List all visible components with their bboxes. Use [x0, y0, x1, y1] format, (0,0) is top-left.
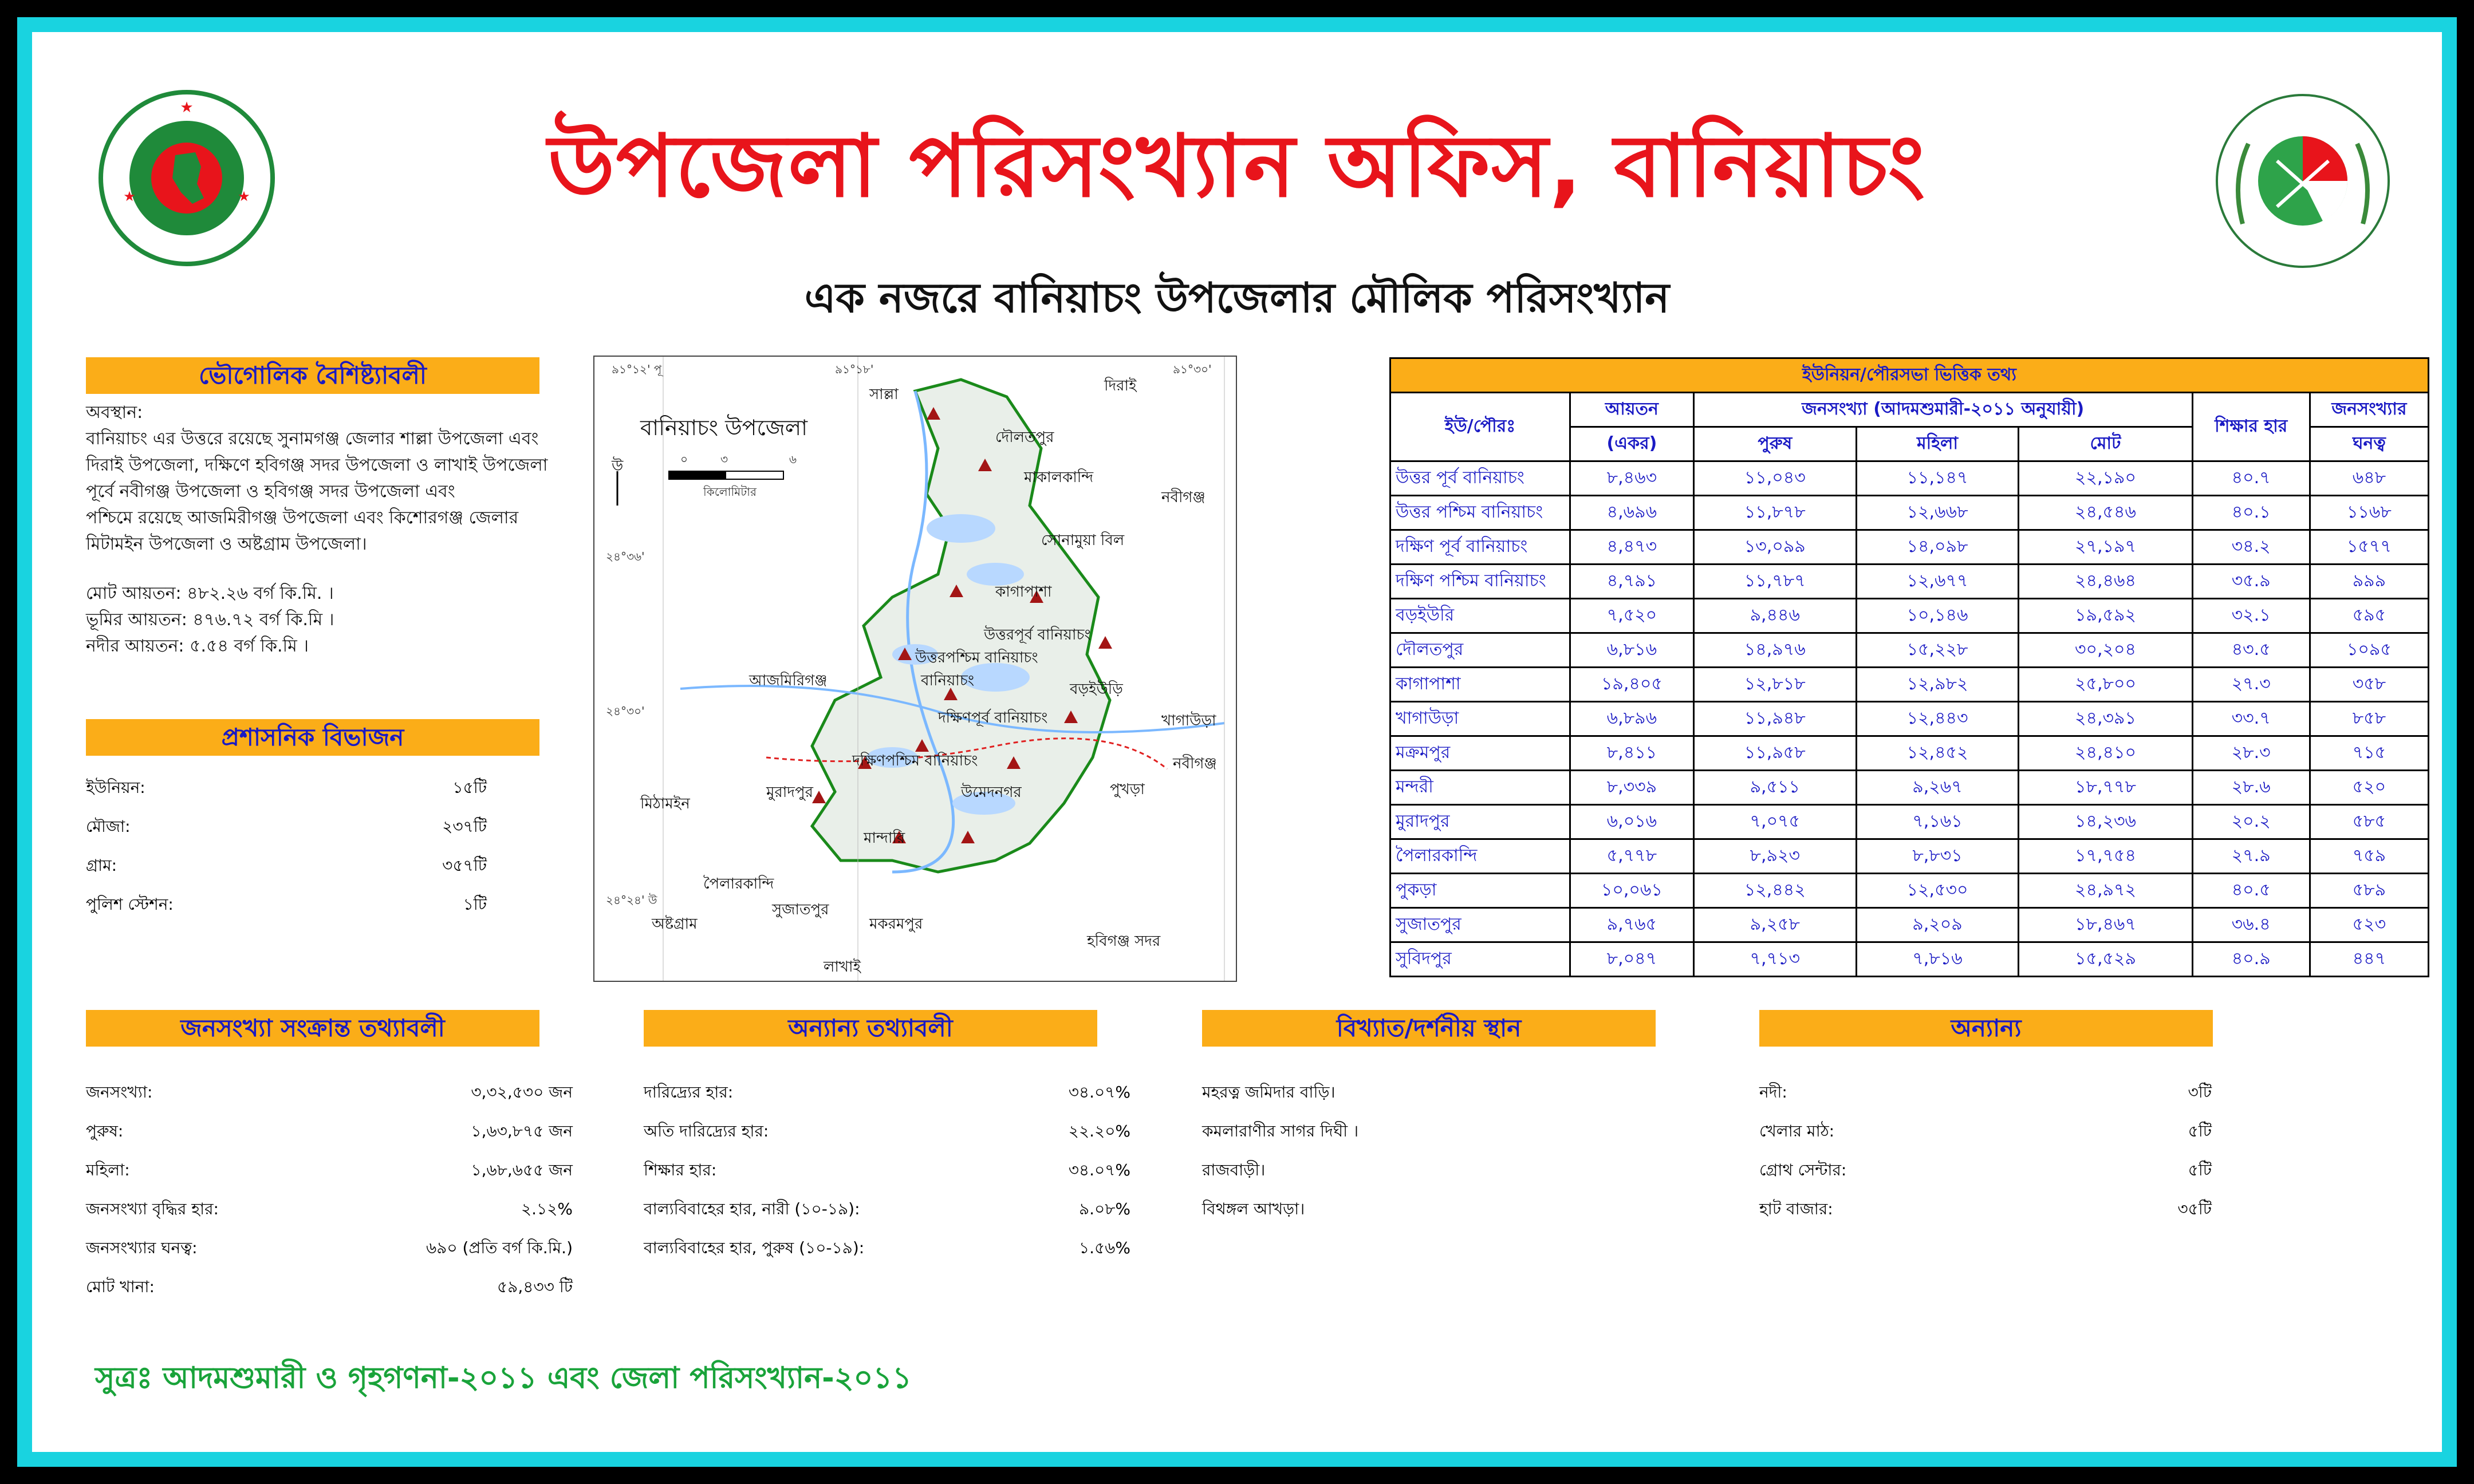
- area-cell: ৪,৬৯৬: [1570, 496, 1693, 530]
- places-header: বিখ্যাত/দর্শনীয় স্থান: [1202, 1010, 1656, 1047]
- population-key: মোট খানা:: [86, 1277, 155, 1296]
- female-cell: ১২,৫৩০: [1856, 874, 2019, 908]
- density-cell: ৪৪৭: [2310, 942, 2428, 977]
- misc-key: হাট বাজার:: [1759, 1199, 1833, 1218]
- male-cell: ৯,২৫৮: [1693, 908, 1856, 942]
- population-value: ১,৬৩,৮৭৫ জন: [471, 1122, 573, 1140]
- female-cell: ৯,২০৯: [1856, 908, 2019, 942]
- other-info-value: ১.৫৬%: [1078, 1238, 1130, 1257]
- geo-location-line: মিটামইন উপজেলা ও অষ্টগ্রাম উপজেলা।: [86, 534, 367, 554]
- admin-header: প্রশাসনিক বিভাজন: [86, 719, 539, 756]
- place-item: কমলারাণীর সাগর দিঘী ।: [1202, 1122, 1359, 1140]
- density-cell: ৫৮৯: [2310, 874, 2428, 908]
- density-cell: ৬৪৮: [2310, 461, 2428, 496]
- area-cell: ৬,৮৯৬: [1570, 702, 1693, 736]
- female-cell: ১১,১৪৭: [1856, 461, 2019, 496]
- geo-area-total: মোট আয়তন: ৪৮২.২৬ বর্গ কি.মি. ।: [86, 583, 334, 603]
- union-name-cell: দৌলতপুর: [1390, 633, 1570, 668]
- misc-key: গ্রোথ সেন্টার:: [1759, 1161, 1847, 1179]
- col-area-header: আয়তন: [1570, 393, 1693, 427]
- geo-header: ভৌগোলিক বৈশিষ্ট্যাবলী: [86, 357, 539, 394]
- female-cell: ১২,৪৪৩: [1856, 702, 2019, 736]
- total-cell: ২৫,৮০০: [2019, 668, 2192, 702]
- other-info-key: অতি দারিদ্র্যের হার:: [644, 1122, 769, 1140]
- female-cell: ১২,৪৫২: [1856, 736, 2019, 771]
- misc-value: ৩৫টি: [2177, 1199, 2212, 1218]
- map-lon-tick: ৯১°১২' পূ: [612, 362, 662, 376]
- place-item: রাজবাড়ী।: [1202, 1161, 1266, 1179]
- page-title: উপজেলা পরিসংখ্যান অফিস, বানিয়াচং: [547, 117, 1927, 216]
- population-value: ১,৬৮,৬৫৫ জন: [471, 1161, 573, 1179]
- literacy-cell: ২৮.৩: [2192, 736, 2310, 771]
- area-cell: ৫,৭৭৮: [1570, 839, 1693, 874]
- geo-location-line: বানিয়াচং এর উত্তরে রয়েছে সুনামগঞ্জ জেলার শাল্লা উপজেলা এবং: [86, 429, 539, 449]
- density-cell: ৯৯৯: [2310, 565, 2428, 599]
- literacy-cell: ৩২.১: [2192, 599, 2310, 633]
- density-cell: ৭১৫: [2310, 736, 2428, 771]
- union-name-cell: কাগাপাশা: [1390, 668, 1570, 702]
- map-place: মাকালকান্দি: [1024, 469, 1094, 486]
- area-cell: ৭,৫২০: [1570, 599, 1693, 633]
- map-place: লাখাই: [824, 958, 861, 976]
- population-value: ৬৯০ (প্রতি বর্গ কি.মি.): [426, 1238, 573, 1257]
- col-female-header: মহিলা: [1856, 427, 2019, 461]
- total-cell: ২৭,১৯৭: [2019, 530, 2192, 565]
- population-row: [86, 1080, 573, 1119]
- svg-text:★: ★: [180, 99, 194, 116]
- female-cell: ১৪,০৯৮: [1856, 530, 2019, 565]
- density-cell: ৫২৩: [2310, 908, 2428, 942]
- col-name-header: ইউ/পৌরঃ: [1390, 393, 1570, 461]
- density-cell: ৩৫৮: [2310, 668, 2428, 702]
- literacy-cell: ২৮.৬: [2192, 771, 2310, 805]
- other-info-value: ৩৪.০৭%: [1068, 1161, 1130, 1179]
- area-cell: ৮,০৪৭: [1570, 942, 1693, 977]
- union-name-cell: দক্ষিণ পূর্ব বানিয়াচং: [1390, 530, 1570, 565]
- population-row: [86, 1236, 573, 1274]
- source-note: সুত্রঃ আদমশুমারী ও গৃহগণনা-২০১১ এবং জেলা পরিসংখ্যান-২০১১: [95, 1361, 912, 1395]
- map-place: নবীগঞ্জ: [1173, 755, 1217, 772]
- map-place: মুরাদপুর: [766, 784, 813, 801]
- union-name-cell: মুরাদপুর: [1390, 805, 1570, 839]
- map-place: বড়ইউড়ি: [1070, 681, 1123, 698]
- male-cell: ৯,৪৪৬: [1693, 599, 1856, 633]
- map-place: পুখড়া: [1110, 781, 1145, 798]
- literacy-cell: ৩৬.৪: [2192, 908, 2310, 942]
- misc-key: নদী:: [1759, 1083, 1787, 1102]
- map-place: মান্দারি: [864, 830, 905, 847]
- table-row: [1390, 874, 2429, 908]
- union-name-cell: সুবিদপুর: [1390, 942, 1570, 977]
- total-cell: ১৫,৫২৯: [2019, 942, 2192, 977]
- board-frame: [17, 17, 2457, 1467]
- literacy-cell: ২৭.৩: [2192, 668, 2310, 702]
- population-key: মহিলা:: [86, 1161, 130, 1179]
- total-cell: ১৭,৭৫৪: [2019, 839, 2192, 874]
- map-place: বানিয়াচং: [921, 672, 975, 689]
- table-row: [1390, 461, 2429, 496]
- admin-row: [86, 892, 487, 931]
- male-cell: ৮,৯২৩: [1693, 839, 1856, 874]
- col-area-unit: (একর): [1570, 427, 1693, 461]
- other-info-row: [644, 1119, 1130, 1158]
- union-table: [1389, 357, 2429, 977]
- place-item: মহরত্ন জমিদার বাড়ি।: [1202, 1083, 1336, 1102]
- density-cell: ৫৯৫: [2310, 599, 2428, 633]
- map-scale-unit: কিলোমিটার: [703, 485, 757, 499]
- col-male-header: পুরুষ: [1693, 427, 1856, 461]
- literacy-cell: ৩৪.২: [2192, 530, 2310, 565]
- female-cell: ৯,২৬৭: [1856, 771, 2019, 805]
- col-density-header: জনসংখ্যার: [2310, 393, 2428, 427]
- other-info-value: ৯.০৮%: [1078, 1199, 1130, 1218]
- total-cell: ৩০,২০৪: [2019, 633, 2192, 668]
- table-row: [1390, 668, 2429, 702]
- other-info-value: ৩৪.০৭%: [1068, 1083, 1130, 1102]
- map-place: মিঠামইন: [640, 795, 690, 812]
- col-pop-header: জনসংখ্যা (আদমশুমারী-২০১১ অনুযায়ী): [1693, 393, 2192, 427]
- area-cell: ৮,৪৬৩: [1570, 461, 1693, 496]
- area-cell: ৪,৭৯১: [1570, 565, 1693, 599]
- svg-text:★: ★: [123, 188, 136, 204]
- table-row: [1390, 839, 2429, 874]
- admin-key: মৌজা:: [86, 817, 131, 836]
- admin-value: ২৩৭টি: [442, 817, 487, 836]
- male-cell: ১৩,০৯৯: [1693, 530, 1856, 565]
- misc-row: [1759, 1119, 2212, 1158]
- female-cell: ৭,১৬১: [1856, 805, 2019, 839]
- male-cell: ১১,৯৪৮: [1693, 702, 1856, 736]
- total-cell: ১৮,৪৬৭: [2019, 908, 2192, 942]
- map-place: দক্ষিণপশ্চিম বানিয়াচং: [852, 752, 978, 769]
- female-cell: ১৫,২২৮: [1856, 633, 2019, 668]
- page-subtitle: এক নজরে বানিয়াচং উপজেলার মৌলিক পরিসংখ্যান: [804, 274, 1670, 322]
- misc-header: অন্যান্য: [1759, 1010, 2213, 1047]
- total-cell: ১৮,৭৭৮: [2019, 771, 2192, 805]
- total-cell: ১৪,২৩৬: [2019, 805, 2192, 839]
- population-row: [86, 1197, 573, 1236]
- area-cell: ৪,৪৭৩: [1570, 530, 1693, 565]
- union-name-cell: খাগাউড়া: [1390, 702, 1570, 736]
- union-name-cell: উত্তর পশ্চিম বানিয়াচং: [1390, 496, 1570, 530]
- female-cell: ১২,৬৭৭: [1856, 565, 2019, 599]
- union-name-cell: সুজাতপুর: [1390, 908, 1570, 942]
- col-total-header: মোট: [2019, 427, 2192, 461]
- union-name-cell: উত্তর পূর্ব বানিয়াচং: [1390, 461, 1570, 496]
- admin-value: ১টি: [463, 895, 487, 914]
- literacy-cell: ৪০.১: [2192, 496, 2310, 530]
- admin-key: গ্রাম:: [86, 856, 117, 875]
- female-cell: ৭,৮১৬: [1856, 942, 2019, 977]
- map-place: খাগাউড়া: [1161, 712, 1216, 729]
- density-cell: ১০৯৫: [2310, 633, 2428, 668]
- population-header: জনসংখ্যা সংক্রান্ত তথ্যাবলী: [86, 1010, 539, 1047]
- map-scale-tick: ০: [680, 452, 688, 466]
- geo-location: [86, 400, 601, 660]
- population-key: পুরুষ:: [86, 1122, 124, 1140]
- union-name-cell: মক্রমপুর: [1390, 736, 1570, 771]
- geo-location-line: দিরাই উপজেলা, দক্ষিণে হবিগঞ্জ সদর উপজেলা ও লাখাই উপজেলা: [86, 455, 548, 475]
- table-row: [1390, 530, 2429, 565]
- admin-row: [86, 775, 487, 814]
- misc-row: [1759, 1197, 2212, 1236]
- female-cell: ১০,১৪৬: [1856, 599, 2019, 633]
- area-cell: ৬,৮১৬: [1570, 633, 1693, 668]
- map-place: হবিগঞ্জ সদর: [1087, 933, 1161, 950]
- male-cell: ১১,৭৮৭: [1693, 565, 1856, 599]
- area-cell: ৬,০১৬: [1570, 805, 1693, 839]
- other-info-key: দারিদ্র্যের হার:: [644, 1083, 734, 1102]
- map-place: দিরাই: [1104, 377, 1137, 394]
- female-cell: ৮,৮৩১: [1856, 839, 2019, 874]
- total-cell: ২৪,৩৯১: [2019, 702, 2192, 736]
- other-info-row: [644, 1080, 1130, 1119]
- geo-area-river: নদীর আয়তন: ৫.৫৪ বর্গ কি.মি ।: [86, 636, 309, 656]
- geo-location-line: পশ্চিমে রয়েছে আজমিরীগঞ্জ উপজেলা এবং কিশোরগঞ্জ জেলার: [86, 508, 519, 528]
- map-place: দক্ষিণপূর্ব বানিয়াচং: [938, 709, 1048, 727]
- misc-value: ৩টি: [2188, 1083, 2212, 1102]
- map-place: উত্তরপূর্ব বানিয়াচং: [984, 626, 1091, 644]
- literacy-cell: ৪৩.৫: [2192, 633, 2310, 668]
- map-lon-tick: ৯১°১৮': [835, 362, 874, 376]
- misc-value: ৫টি: [2188, 1122, 2212, 1140]
- literacy-cell: ৪০.৯: [2192, 942, 2310, 977]
- literacy-cell: ২৭.৯: [2192, 839, 2310, 874]
- female-cell: ১২,৬৬৮: [1856, 496, 2019, 530]
- other-info-list: [644, 1080, 1130, 1274]
- map-place: পৈলারকান্দি: [703, 875, 774, 893]
- map-place: সোনামুয়া বিল: [1041, 532, 1125, 549]
- literacy-cell: ৩৩.৭: [2192, 702, 2310, 736]
- male-cell: ১২,৪৪২: [1693, 874, 1856, 908]
- total-cell: ২৪,৫৪৬: [2019, 496, 2192, 530]
- table-row: [1390, 565, 2429, 599]
- population-key: জনসংখ্যা বৃদ্ধির হার:: [86, 1199, 219, 1218]
- other-info-key: বাল্যবিবাহের হার, পুরুষ (১০-১৯):: [644, 1238, 865, 1257]
- misc-list: [1759, 1080, 2212, 1236]
- total-cell: ১৯,৫৯২: [2019, 599, 2192, 633]
- area-cell: ১৯,৪০৫: [1570, 668, 1693, 702]
- other-info-value: ২২.২০%: [1068, 1122, 1130, 1140]
- total-cell: ২৪,৪৬৪: [2019, 565, 2192, 599]
- map-scale-tick: ৬: [789, 452, 797, 466]
- union-name-cell: পুকড়া: [1390, 874, 1570, 908]
- places-list: [1202, 1080, 1689, 1236]
- other-info-row: [644, 1236, 1130, 1274]
- map-place: মকরমপুর: [869, 915, 923, 933]
- admin-list: [86, 775, 487, 931]
- map-place: কাগাপাশা: [995, 583, 1052, 601]
- density-cell: ৭৫৯: [2310, 839, 2428, 874]
- density-cell: ১১৬৮: [2310, 496, 2428, 530]
- population-key: জনসংখ্যা:: [86, 1083, 153, 1102]
- literacy-cell: ৩৫.৯: [2192, 565, 2310, 599]
- male-cell: ১২,৮১৮: [1693, 668, 1856, 702]
- population-key: জনসংখ্যার ঘনত্ব:: [86, 1238, 198, 1257]
- male-cell: ১১,৮৭৮: [1693, 496, 1856, 530]
- total-cell: ২২,১৯০: [2019, 461, 2192, 496]
- literacy-cell: ২০.২: [2192, 805, 2310, 839]
- total-cell: ২৪,৪১০: [2019, 736, 2192, 771]
- place-item: বিথঙ্গল আখড়া।: [1202, 1199, 1305, 1218]
- col-literacy-header: শিক্ষার হার: [2192, 393, 2310, 461]
- union-name-cell: মন্দরী: [1390, 771, 1570, 805]
- admin-key: ইউনিয়ন:: [86, 778, 145, 797]
- male-cell: ৭,০৭৫: [1693, 805, 1856, 839]
- map-lat-tick: ২৪°২৪' উ: [606, 893, 657, 907]
- misc-value: ৫টি: [2188, 1161, 2212, 1179]
- board-panel: [32, 32, 2442, 1452]
- admin-value: ১৫টি: [452, 778, 487, 797]
- male-cell: ১৪,৯৭৬: [1693, 633, 1856, 668]
- table-row: [1390, 702, 2429, 736]
- admin-key: পুলিশ স্টেশন:: [86, 895, 174, 914]
- density-cell: ৫৮৫: [2310, 805, 2428, 839]
- table-row: [1390, 771, 2429, 805]
- map-place: অষ্টগ্রাম: [652, 915, 698, 933]
- union-name-cell: পৈলারকান্দি: [1390, 839, 1570, 874]
- population-row: [86, 1158, 573, 1197]
- map-place: সুজাতপুর: [772, 901, 829, 918]
- map-lon-tick: ৯১°৩০': [1173, 362, 1212, 376]
- density-cell: ১৫৭৭: [2310, 530, 2428, 565]
- table-row: [1390, 908, 2429, 942]
- male-cell: ১১,৯৫৮: [1693, 736, 1856, 771]
- literacy-cell: ৪০.৭: [2192, 461, 2310, 496]
- map-place: আজমিরিগঞ্জ: [749, 672, 828, 689]
- population-row: [86, 1119, 573, 1158]
- total-cell: ২৪,৯৭২: [2019, 874, 2192, 908]
- union-name-cell: বড়ইউরি: [1390, 599, 1570, 633]
- upazila-map: [593, 356, 1237, 982]
- svg-text:★: ★: [238, 188, 250, 204]
- other-info-header: অন্যান্য তথ্যাবলী: [644, 1010, 1097, 1047]
- population-value: ২.১২%: [521, 1199, 573, 1218]
- female-cell: ১২,৯৮২: [1856, 668, 2019, 702]
- population-value: ৩,৩২,৫৩০ জন: [471, 1083, 573, 1102]
- other-info-row: [644, 1158, 1130, 1197]
- table-row: [1390, 942, 2429, 977]
- table-row: [1390, 805, 2429, 839]
- geo-location-line: পূর্বে নবীগঞ্জ উপজেলা ও হবিগঞ্জ সদর উপজেলা এবং: [86, 481, 455, 502]
- population-row: [86, 1274, 573, 1313]
- area-cell: ১০,০৬১: [1570, 874, 1693, 908]
- admin-row: [86, 853, 487, 892]
- admin-row: [86, 814, 487, 853]
- map-title: বানিয়াচং উপজেলা: [640, 415, 808, 440]
- col-density-unit: ঘনত্ব: [2310, 427, 2428, 461]
- misc-row: [1759, 1158, 2212, 1197]
- other-info-row: [644, 1197, 1130, 1236]
- union-name-cell: দক্ষিণ পশ্চিম বানিয়াচং: [1390, 565, 1570, 599]
- geo-area-land: ভূমির আয়তন: ৪৭৬.৭২ বর্গ কি.মি ।: [86, 610, 334, 630]
- map-place: দৌলতপুর: [995, 429, 1054, 446]
- table-row: [1390, 496, 2429, 530]
- misc-row: [1759, 1080, 2212, 1119]
- map-lat-tick: ২৪°৩০': [606, 704, 645, 718]
- density-cell: ৮৫৮: [2310, 702, 2428, 736]
- other-info-key: শিক্ষার হার:: [644, 1161, 717, 1179]
- admin-value: ৩৫৭টি: [442, 856, 487, 875]
- population-list: [86, 1080, 573, 1313]
- map-lat-tick: ২৪°৩৬': [606, 550, 645, 563]
- union-table-caption: ইউনিয়ন/পৌরসভা ভিত্তিক তথ্য: [1390, 358, 2429, 393]
- male-cell: ১১,০৪৩: [1693, 461, 1856, 496]
- area-cell: ৮,৩৩৯: [1570, 771, 1693, 805]
- misc-key: খেলার মাঠ:: [1759, 1122, 1835, 1140]
- map-north-icon: উ: [612, 457, 624, 475]
- male-cell: ৭,৭১৩: [1693, 942, 1856, 977]
- other-info-key: বাল্যবিবাহের হার, নারী (১০-১৯):: [644, 1199, 860, 1218]
- map-place: নবীগঞ্জ: [1161, 489, 1206, 506]
- male-cell: ৯,৫১১: [1693, 771, 1856, 805]
- map-place: উমেদনগর: [961, 784, 1022, 801]
- table-row: [1390, 736, 2429, 771]
- density-cell: ৫২০: [2310, 771, 2428, 805]
- map-place: সাল্লা: [869, 386, 899, 403]
- population-value: ৫৯,৪৩৩ টি: [497, 1277, 573, 1296]
- table-row: [1390, 633, 2429, 668]
- geo-location-label: অবস্থান:: [86, 402, 143, 423]
- literacy-cell: ৪০.৫: [2192, 874, 2310, 908]
- area-cell: ৯,৭৬৫: [1570, 908, 1693, 942]
- map-place: উত্তরপশ্চিম বানিয়াচং: [915, 649, 1038, 666]
- area-cell: ৮,৪১১: [1570, 736, 1693, 771]
- map-scale-tick: ৩: [720, 452, 728, 466]
- table-row: [1390, 599, 2429, 633]
